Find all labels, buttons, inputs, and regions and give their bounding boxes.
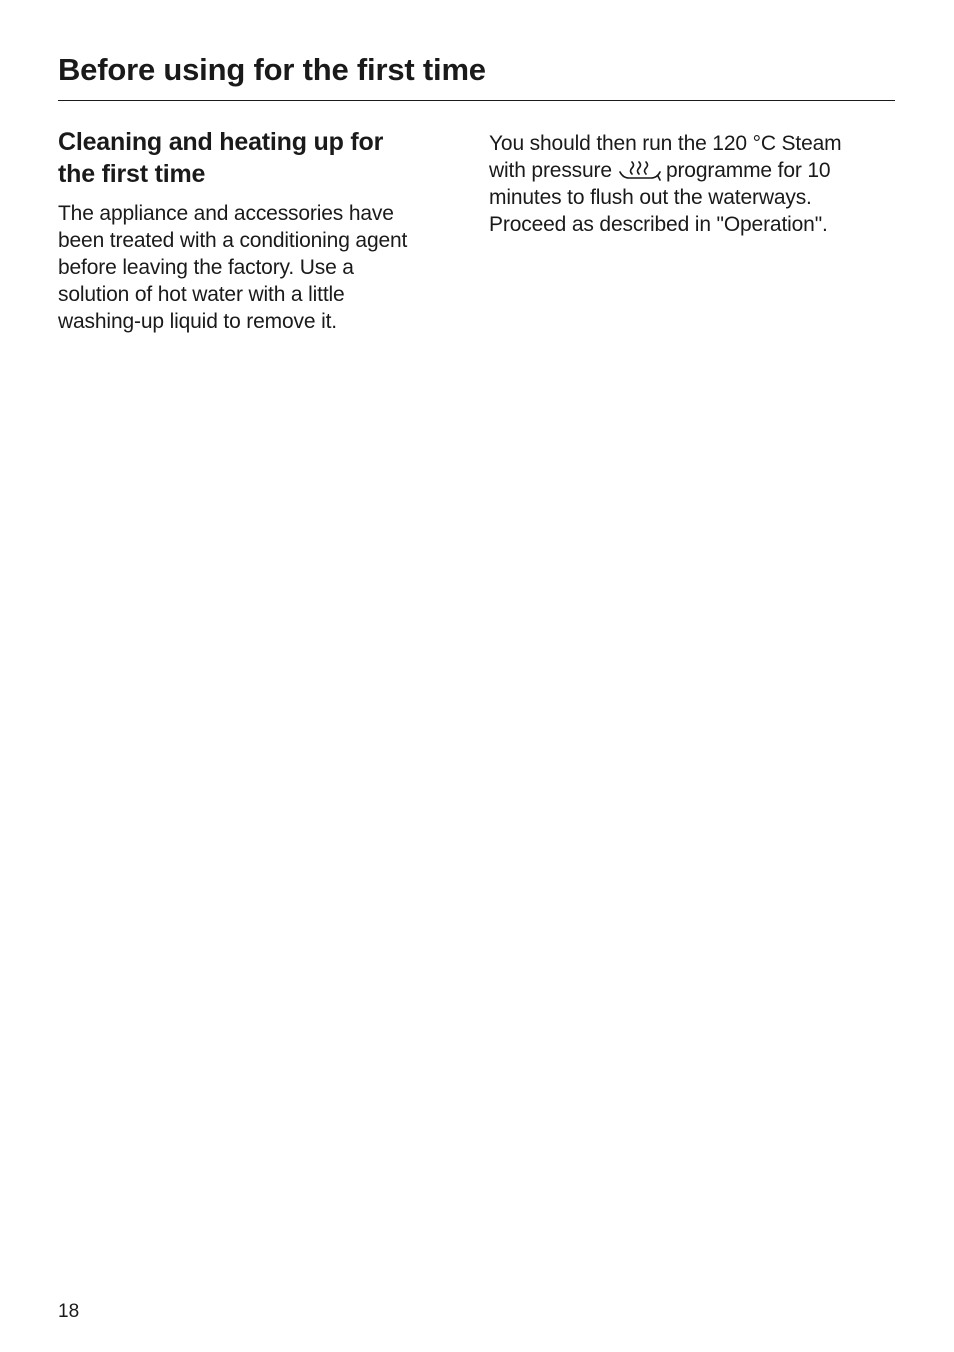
- paragraph-line: You should then run the 120 °C Steam: [489, 132, 842, 155]
- paragraph-line: solution of hot water with a little: [58, 283, 345, 306]
- page-number: 18: [58, 1301, 80, 1322]
- page-title: Before using for the first time: [58, 52, 486, 87]
- paragraph-line-after-icon: programme for 10: [665, 159, 831, 182]
- steam-pressure-icon: [618, 158, 662, 182]
- paragraph-line: washing-up liquid to remove it.: [58, 310, 337, 333]
- flush-paragraph: [489, 130, 889, 238]
- right-column: [489, 130, 889, 238]
- paragraph-line: minutes to flush out the waterways.: [489, 186, 812, 209]
- title-divider: [58, 100, 895, 101]
- left-column: [58, 126, 458, 335]
- paragraph-line: Proceed as described in "Operation".: [489, 213, 828, 236]
- section-heading-line-1: Cleaning and heating up for: [58, 128, 384, 156]
- paragraph-line: been treated with a conditioning agent: [58, 229, 408, 252]
- paragraph-line: The appliance and accessories have: [58, 202, 394, 225]
- cleaning-paragraph: [58, 200, 458, 335]
- section-heading-line-2: the first time: [58, 160, 206, 188]
- paragraph-line: before leaving the factory. Use a: [58, 256, 354, 279]
- section-heading: [58, 126, 458, 190]
- paragraph-line-before-icon: with pressure: [489, 159, 612, 182]
